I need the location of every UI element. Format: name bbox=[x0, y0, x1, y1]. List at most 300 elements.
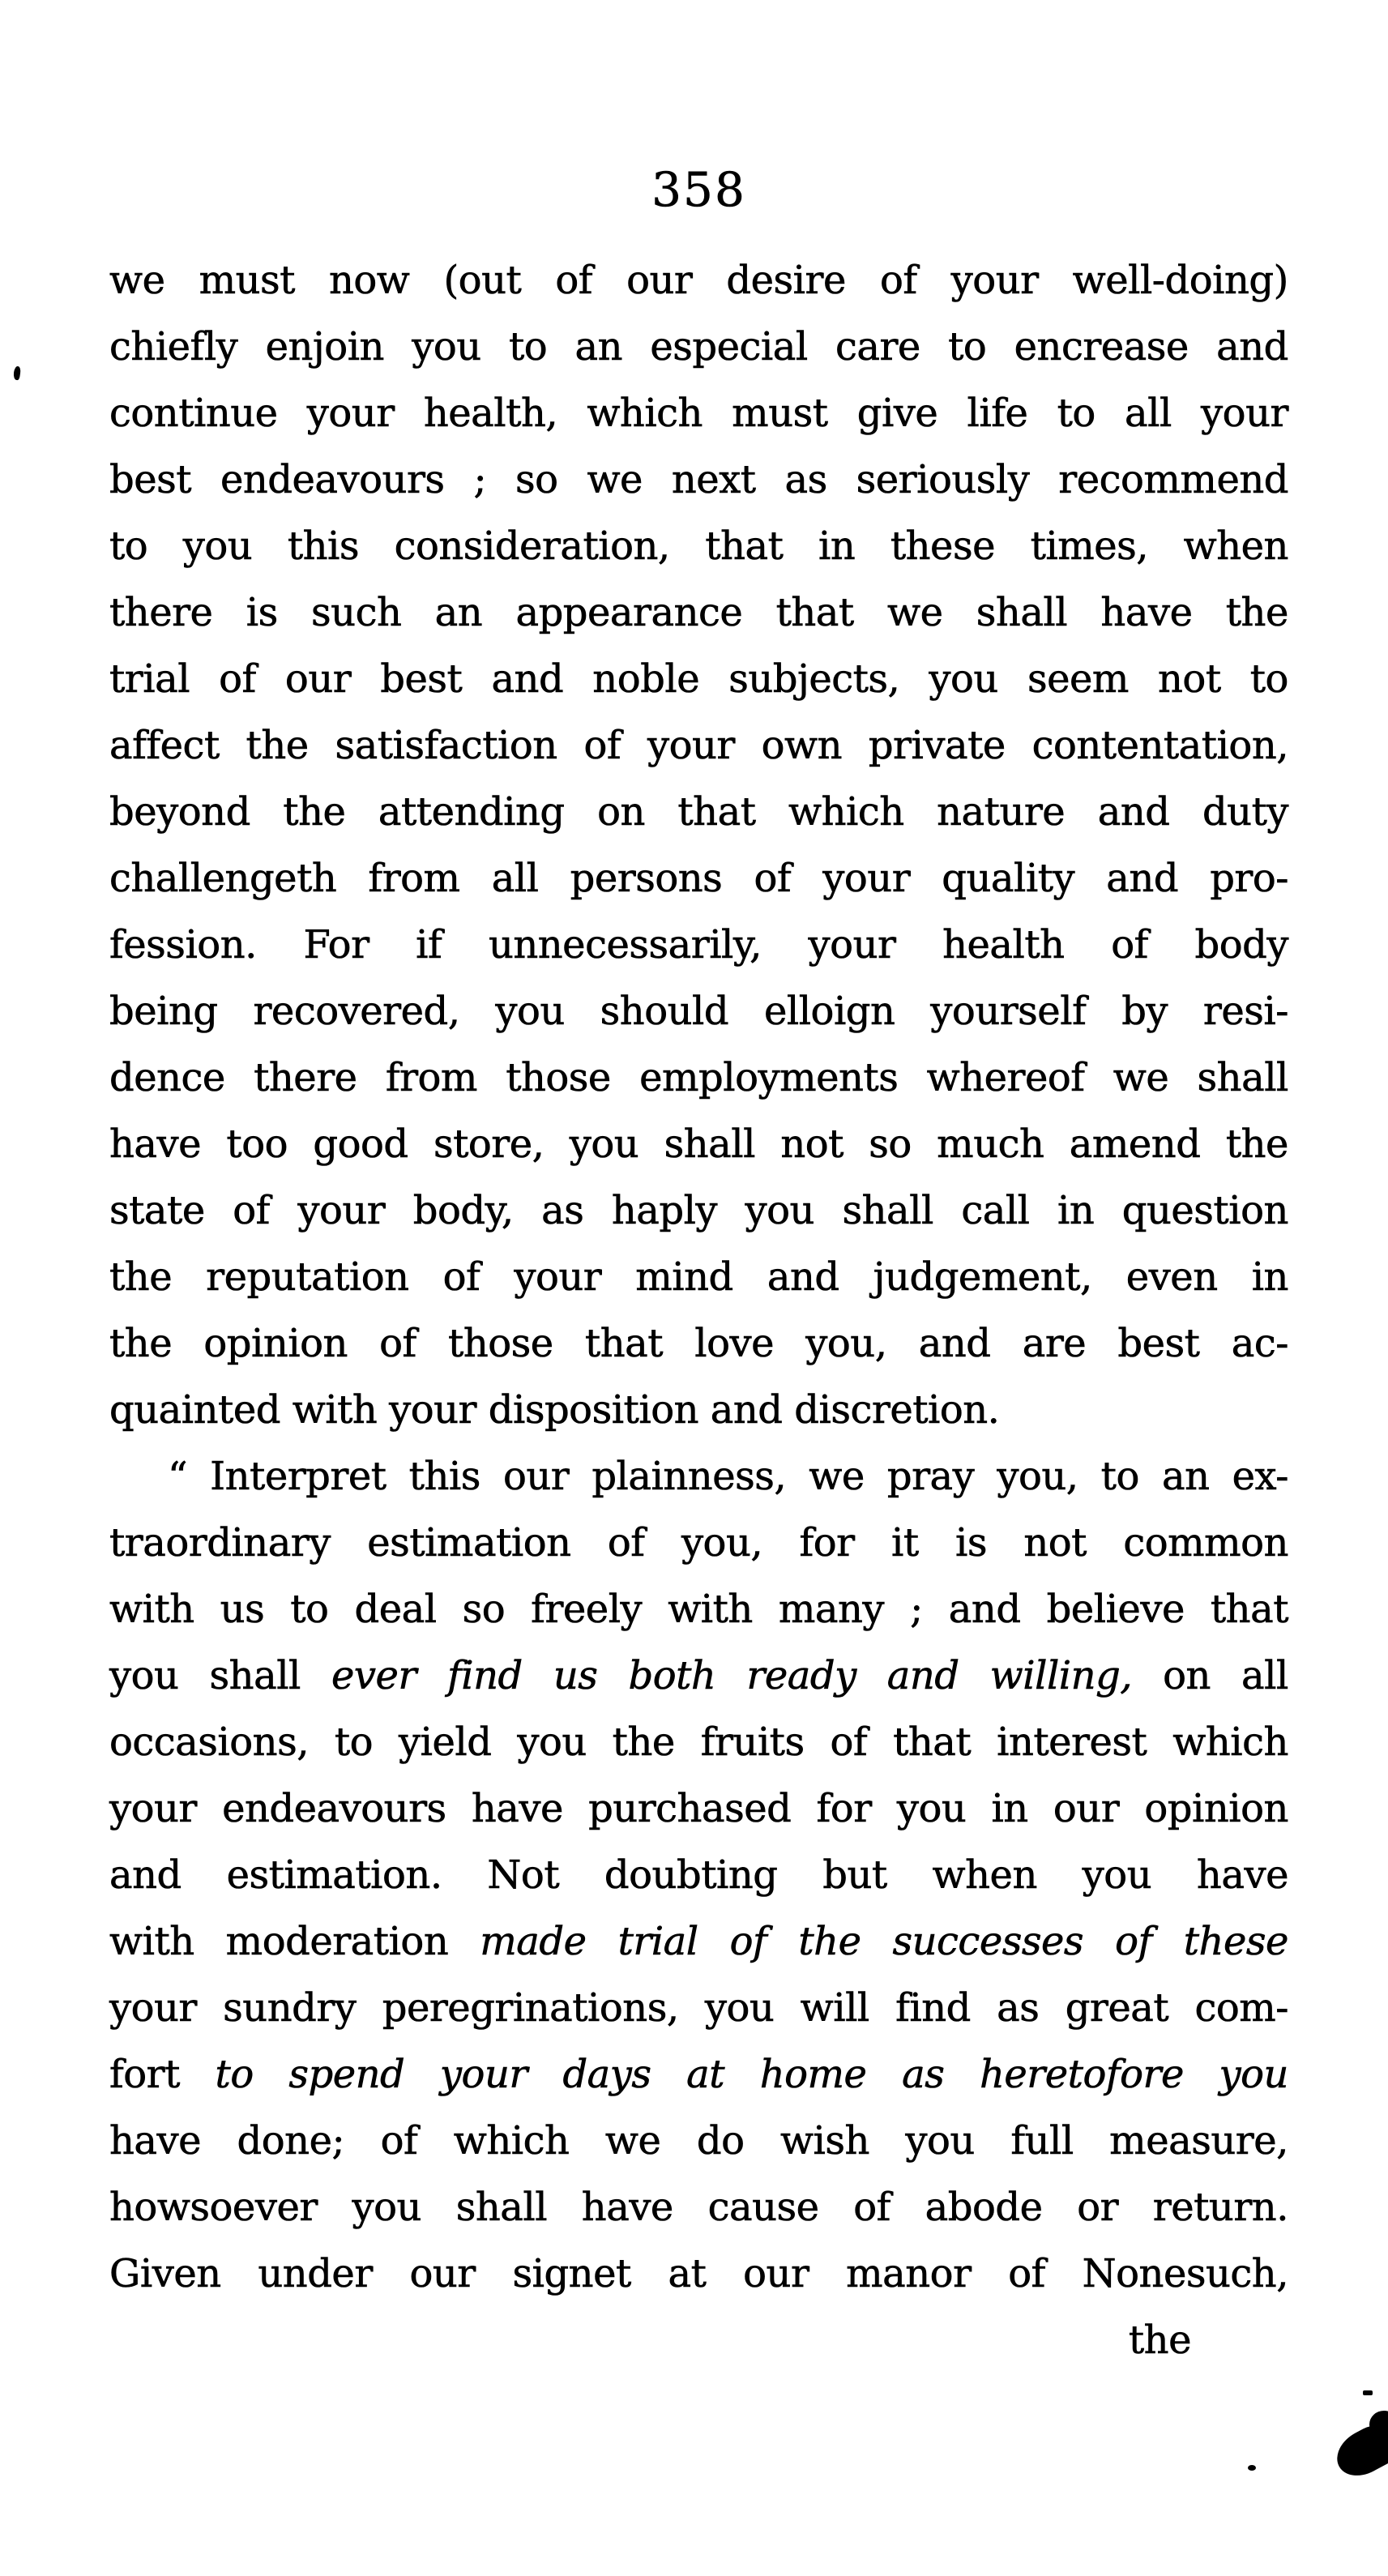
word: our bbox=[626, 258, 693, 303]
word: of bbox=[830, 1719, 868, 1765]
text-line bbox=[109, 1576, 1288, 1643]
word: have bbox=[109, 1121, 202, 1167]
word: of bbox=[583, 723, 621, 768]
ink-dot-mark bbox=[1248, 2465, 1256, 2471]
word: best bbox=[109, 457, 192, 502]
word: the bbox=[283, 789, 346, 835]
word: of bbox=[607, 1520, 645, 1566]
word: you bbox=[517, 1719, 587, 1765]
word: all bbox=[1241, 1653, 1288, 1698]
text-line bbox=[109, 1310, 1288, 1377]
word: even bbox=[1125, 1254, 1218, 1300]
text-line bbox=[109, 1111, 1288, 1177]
text-line bbox=[109, 1709, 1288, 1775]
word: ex- bbox=[1232, 1454, 1288, 1499]
text-line bbox=[109, 1975, 1288, 2041]
word: your bbox=[514, 1254, 602, 1300]
stray-apostrophe-mark bbox=[13, 366, 21, 381]
word: are bbox=[1022, 1321, 1087, 1366]
text-line bbox=[109, 1643, 1288, 1709]
word: well-doing) bbox=[1072, 258, 1288, 303]
word: will bbox=[800, 1985, 869, 2031]
word: fession. bbox=[109, 922, 257, 968]
word: body bbox=[1194, 922, 1288, 968]
word: but bbox=[822, 1852, 887, 1898]
word: on bbox=[597, 789, 645, 835]
word: and bbox=[109, 1852, 182, 1898]
word: deal bbox=[354, 1587, 437, 1632]
word: (out bbox=[443, 258, 522, 303]
word: by bbox=[1121, 989, 1168, 1034]
word: challengeth bbox=[109, 856, 337, 901]
word: not bbox=[1023, 1520, 1087, 1566]
word: our bbox=[1053, 1786, 1120, 1831]
text-line bbox=[109, 1044, 1288, 1111]
word: we bbox=[109, 258, 165, 303]
word: those bbox=[448, 1321, 553, 1366]
word: plainness, bbox=[592, 1454, 787, 1499]
word: the bbox=[109, 1321, 173, 1366]
word: state bbox=[109, 1188, 205, 1233]
word: all bbox=[491, 856, 539, 901]
word: subjects, bbox=[728, 656, 900, 702]
word: us bbox=[553, 1653, 598, 1698]
word: seem bbox=[1027, 656, 1129, 702]
word: your bbox=[822, 856, 911, 901]
word: that bbox=[584, 1321, 664, 1366]
word: shall bbox=[1197, 1055, 1288, 1100]
word: life bbox=[967, 391, 1028, 436]
word: doubting bbox=[604, 1852, 778, 1898]
word: whereof bbox=[926, 1055, 1085, 1100]
word: wish bbox=[779, 2118, 869, 2164]
word: from bbox=[368, 856, 460, 901]
word: the bbox=[798, 1919, 861, 1964]
word: resi- bbox=[1202, 989, 1288, 1034]
text-line bbox=[109, 1842, 1288, 1908]
word: encrease bbox=[1014, 324, 1189, 370]
word: have bbox=[1196, 1852, 1288, 1898]
word: as bbox=[902, 2052, 945, 2097]
word: your bbox=[950, 258, 1039, 303]
word: especial bbox=[650, 324, 808, 370]
word: common bbox=[1123, 1520, 1288, 1566]
word: when bbox=[932, 1852, 1037, 1898]
word: haply bbox=[611, 1188, 718, 1233]
word: under bbox=[258, 2251, 373, 2296]
word: the bbox=[612, 1719, 675, 1765]
word: to bbox=[109, 523, 148, 569]
word: signet bbox=[512, 2251, 631, 2296]
text-line bbox=[109, 1775, 1288, 1842]
word: that bbox=[677, 789, 756, 835]
word: consideration, bbox=[394, 523, 670, 569]
word: us bbox=[220, 1587, 265, 1632]
word: your bbox=[109, 1786, 197, 1831]
word: you bbox=[905, 2118, 975, 2164]
word: return. bbox=[1152, 2185, 1288, 2230]
text-line bbox=[109, 2108, 1288, 2174]
word: health, bbox=[423, 391, 558, 436]
word: com- bbox=[1194, 1985, 1288, 2031]
word: amend bbox=[1069, 1121, 1201, 1167]
word: of bbox=[219, 656, 256, 702]
word: as bbox=[784, 457, 827, 502]
word: shall bbox=[209, 1653, 301, 1698]
word: occasions, bbox=[109, 1719, 309, 1765]
word: in bbox=[991, 1786, 1028, 1831]
word: and bbox=[918, 1321, 991, 1366]
word: our bbox=[409, 2251, 476, 2296]
word: best bbox=[380, 656, 463, 702]
word: with bbox=[668, 1587, 753, 1632]
text-line bbox=[109, 446, 1288, 513]
word: fruits bbox=[700, 1719, 805, 1765]
word: Interpret bbox=[210, 1454, 387, 1499]
word: your bbox=[109, 1985, 197, 2031]
word: you bbox=[745, 1188, 814, 1233]
word: this bbox=[408, 1454, 480, 1499]
word: to bbox=[215, 2052, 254, 2097]
word: you bbox=[704, 1985, 775, 2031]
word: estimation bbox=[367, 1520, 571, 1566]
word: dence bbox=[109, 1055, 225, 1100]
word: an bbox=[574, 324, 623, 370]
word: there bbox=[254, 1055, 357, 1100]
word: which bbox=[453, 2118, 570, 2164]
word: of bbox=[555, 258, 593, 303]
word: in bbox=[1057, 1188, 1095, 1233]
word: Given bbox=[109, 2251, 221, 2296]
word: freely bbox=[531, 1587, 643, 1632]
word: chiefly bbox=[109, 324, 238, 370]
word: you, bbox=[997, 1454, 1078, 1499]
word: employments bbox=[639, 1055, 899, 1100]
word: you bbox=[1082, 1852, 1152, 1898]
word: is bbox=[955, 1520, 987, 1566]
word: of bbox=[1115, 1919, 1152, 1964]
word: good bbox=[313, 1121, 408, 1167]
text-line bbox=[109, 2041, 1288, 2108]
word: shall bbox=[664, 1121, 755, 1167]
word: you bbox=[495, 989, 565, 1034]
word: our bbox=[743, 2251, 809, 2296]
word: days bbox=[562, 2052, 651, 2097]
word: these bbox=[890, 523, 995, 569]
word: we bbox=[809, 1454, 865, 1499]
word: ac- bbox=[1231, 1321, 1288, 1366]
word: it bbox=[890, 1520, 919, 1566]
text-line bbox=[109, 1443, 1288, 1510]
word: at bbox=[668, 2251, 707, 2296]
text-line bbox=[109, 247, 1288, 314]
word: continue bbox=[109, 391, 278, 436]
text-line bbox=[109, 314, 1288, 380]
word: and bbox=[491, 656, 564, 702]
word: your bbox=[306, 391, 395, 436]
word: fort bbox=[109, 2052, 180, 2097]
word: and bbox=[1106, 856, 1179, 901]
word: endeavours bbox=[222, 1786, 446, 1831]
word: trial bbox=[109, 656, 190, 702]
text-run: quainted with your disposition and discretion. bbox=[109, 1387, 1000, 1433]
word: you bbox=[929, 656, 998, 702]
word: have bbox=[471, 1786, 563, 1831]
word: do bbox=[696, 2118, 745, 2164]
word: yourself bbox=[930, 989, 1087, 1034]
word: both bbox=[628, 1653, 716, 1698]
text-line bbox=[109, 2241, 1288, 2307]
word: that bbox=[893, 1719, 972, 1765]
word: reputation bbox=[206, 1254, 409, 1300]
word: of bbox=[754, 856, 792, 901]
word: and bbox=[1216, 324, 1288, 370]
word: an bbox=[434, 590, 483, 635]
text-line bbox=[109, 380, 1288, 446]
text-line bbox=[109, 1177, 1288, 1244]
word: as bbox=[541, 1188, 584, 1233]
word: elloign bbox=[763, 989, 895, 1034]
word: “ bbox=[168, 1454, 188, 1499]
word: purchased bbox=[588, 1786, 792, 1831]
catchword: the bbox=[1128, 2318, 1191, 2363]
word: your bbox=[439, 2052, 527, 2097]
word: this bbox=[287, 523, 359, 569]
text-line bbox=[109, 2174, 1288, 2241]
word: we bbox=[604, 2118, 661, 2164]
word: recovered, bbox=[253, 989, 460, 1034]
word: the bbox=[109, 1254, 173, 1300]
word: health bbox=[942, 922, 1065, 968]
word: for bbox=[816, 1786, 872, 1831]
word: endeavours bbox=[220, 457, 445, 502]
word: duty bbox=[1202, 789, 1288, 835]
word: and bbox=[948, 1587, 1021, 1632]
word: howsoever bbox=[109, 2185, 318, 2230]
word: your bbox=[808, 922, 896, 968]
word: with bbox=[109, 1587, 194, 1632]
word: have bbox=[581, 2185, 673, 2230]
word: ; bbox=[910, 1587, 923, 1632]
text-line bbox=[109, 845, 1288, 912]
word: these bbox=[1183, 1919, 1288, 1964]
word: you, bbox=[805, 1321, 887, 1366]
word: to bbox=[1057, 391, 1095, 436]
text-line bbox=[109, 912, 1288, 978]
word: judgement, bbox=[873, 1254, 1092, 1300]
word: affect bbox=[109, 723, 220, 768]
word: with bbox=[109, 1919, 194, 1964]
word: your bbox=[297, 1188, 386, 1233]
word: you bbox=[412, 324, 481, 370]
word: must bbox=[732, 391, 828, 436]
word: have bbox=[1100, 590, 1193, 635]
word: is bbox=[246, 590, 278, 635]
word: pray bbox=[886, 1454, 975, 1499]
word: you bbox=[1219, 2052, 1288, 2097]
word: cause bbox=[707, 2185, 819, 2230]
word: manor bbox=[846, 2251, 972, 2296]
word: your bbox=[1201, 391, 1288, 436]
word: traordinary bbox=[109, 1520, 331, 1566]
word: to bbox=[334, 1719, 374, 1765]
word: nature bbox=[937, 789, 1066, 835]
word: and bbox=[1097, 789, 1170, 835]
word: those bbox=[506, 1055, 611, 1100]
word: find bbox=[446, 1653, 523, 1698]
word: body, bbox=[412, 1188, 514, 1233]
word: have bbox=[109, 2118, 202, 2164]
word: in bbox=[1251, 1254, 1288, 1300]
word: believe bbox=[1046, 1587, 1185, 1632]
word: give bbox=[856, 391, 938, 436]
word: Not bbox=[487, 1852, 560, 1898]
word: mind bbox=[635, 1254, 733, 1300]
word: of bbox=[380, 2118, 418, 2164]
word: all bbox=[1125, 391, 1172, 436]
word: of bbox=[442, 1254, 480, 1300]
word: private bbox=[868, 723, 1006, 768]
word: of bbox=[879, 258, 917, 303]
word: you bbox=[569, 1121, 639, 1167]
word: quality bbox=[942, 856, 1075, 901]
text-line bbox=[109, 1244, 1288, 1310]
word: done; bbox=[237, 2118, 345, 2164]
word: appearance bbox=[515, 590, 743, 635]
text-line bbox=[109, 1908, 1288, 1975]
word: opinion bbox=[1144, 1786, 1288, 1831]
word: of bbox=[379, 1321, 416, 1366]
word: seriously bbox=[856, 457, 1030, 502]
word: you bbox=[109, 1653, 179, 1698]
word: that bbox=[1210, 1587, 1288, 1632]
word: of bbox=[729, 1919, 767, 1964]
word: your bbox=[647, 723, 735, 768]
word: to bbox=[1100, 1454, 1139, 1499]
word: spend bbox=[288, 2052, 405, 2097]
word: call bbox=[961, 1188, 1030, 1233]
word: of bbox=[853, 2185, 890, 2230]
word: For bbox=[303, 922, 369, 968]
word: for bbox=[799, 1520, 855, 1566]
word: of bbox=[233, 1188, 270, 1233]
word: you bbox=[896, 1786, 967, 1831]
text-line bbox=[109, 579, 1288, 646]
word: so bbox=[515, 457, 558, 502]
word: peregrinations, bbox=[382, 1985, 679, 2031]
word: trial bbox=[617, 1919, 698, 1964]
word: unnecessarily, bbox=[488, 922, 762, 968]
word: sundry bbox=[223, 1985, 357, 2031]
word: you bbox=[352, 2185, 421, 2230]
word: shall bbox=[842, 1188, 933, 1233]
word: not bbox=[1158, 656, 1221, 702]
word: the bbox=[246, 723, 309, 768]
word: home bbox=[759, 2052, 867, 2097]
word: beyond bbox=[109, 789, 250, 835]
text-line bbox=[109, 1377, 1288, 1443]
word: care bbox=[835, 324, 920, 370]
text-block bbox=[109, 247, 1288, 2373]
word: in bbox=[818, 523, 856, 569]
word: best bbox=[1117, 1321, 1200, 1366]
word: many bbox=[778, 1587, 885, 1632]
word: we bbox=[886, 590, 943, 635]
word: enjoin bbox=[265, 324, 384, 370]
word: that bbox=[705, 523, 784, 569]
word: satisfaction bbox=[335, 723, 557, 768]
text-line bbox=[109, 978, 1288, 1044]
word: and bbox=[767, 1254, 839, 1300]
word: which bbox=[788, 789, 904, 835]
word: now bbox=[328, 258, 410, 303]
word: persons bbox=[570, 856, 723, 901]
word: contentation, bbox=[1031, 723, 1288, 768]
ink-dash-mark bbox=[1363, 2390, 1373, 2395]
word: shall bbox=[976, 590, 1068, 635]
text-line bbox=[109, 779, 1288, 845]
word: to bbox=[290, 1587, 329, 1632]
word: heretofore bbox=[979, 2052, 1184, 2097]
word: and bbox=[886, 1653, 959, 1698]
word: which bbox=[1172, 1719, 1288, 1765]
word: ; bbox=[473, 457, 487, 502]
word: question bbox=[1121, 1188, 1288, 1233]
word: which bbox=[587, 391, 703, 436]
word: we bbox=[587, 457, 643, 502]
word: attending bbox=[378, 789, 565, 835]
word: willing, bbox=[989, 1653, 1133, 1698]
word: an bbox=[1161, 1454, 1210, 1499]
word: made bbox=[480, 1919, 587, 1964]
word: own bbox=[761, 723, 843, 768]
word: from bbox=[385, 1055, 477, 1100]
word: noble bbox=[592, 656, 700, 702]
word: to bbox=[509, 324, 548, 370]
text-line bbox=[109, 712, 1288, 779]
word: interest bbox=[997, 1719, 1147, 1765]
word: love bbox=[694, 1321, 775, 1366]
word: to bbox=[948, 324, 987, 370]
word: find bbox=[895, 1985, 971, 2031]
word: Nonesuch, bbox=[1082, 2251, 1288, 2296]
word: on bbox=[1163, 1653, 1211, 1698]
word: so bbox=[462, 1587, 506, 1632]
word: to bbox=[1249, 656, 1288, 702]
word: times, bbox=[1030, 523, 1149, 569]
word: our bbox=[502, 1454, 570, 1499]
word: at bbox=[686, 2052, 725, 2097]
word: recommend bbox=[1058, 457, 1288, 502]
word: being bbox=[109, 989, 218, 1034]
text-line bbox=[109, 646, 1288, 712]
word: desire bbox=[726, 258, 846, 303]
word: shall bbox=[455, 2185, 548, 2230]
word: measure, bbox=[1109, 2118, 1288, 2164]
word: the bbox=[1225, 1121, 1288, 1167]
word: ever bbox=[331, 1653, 416, 1698]
word: opinion bbox=[203, 1321, 348, 1366]
word: when bbox=[1183, 523, 1288, 569]
text-line bbox=[109, 513, 1288, 579]
word: full bbox=[1010, 2118, 1074, 2164]
word: pro- bbox=[1210, 856, 1288, 901]
word: you, bbox=[681, 1520, 763, 1566]
word: of bbox=[1008, 2251, 1045, 2296]
word: that bbox=[775, 590, 854, 635]
word: successes bbox=[892, 1919, 1084, 1964]
word: as bbox=[997, 1985, 1040, 2031]
